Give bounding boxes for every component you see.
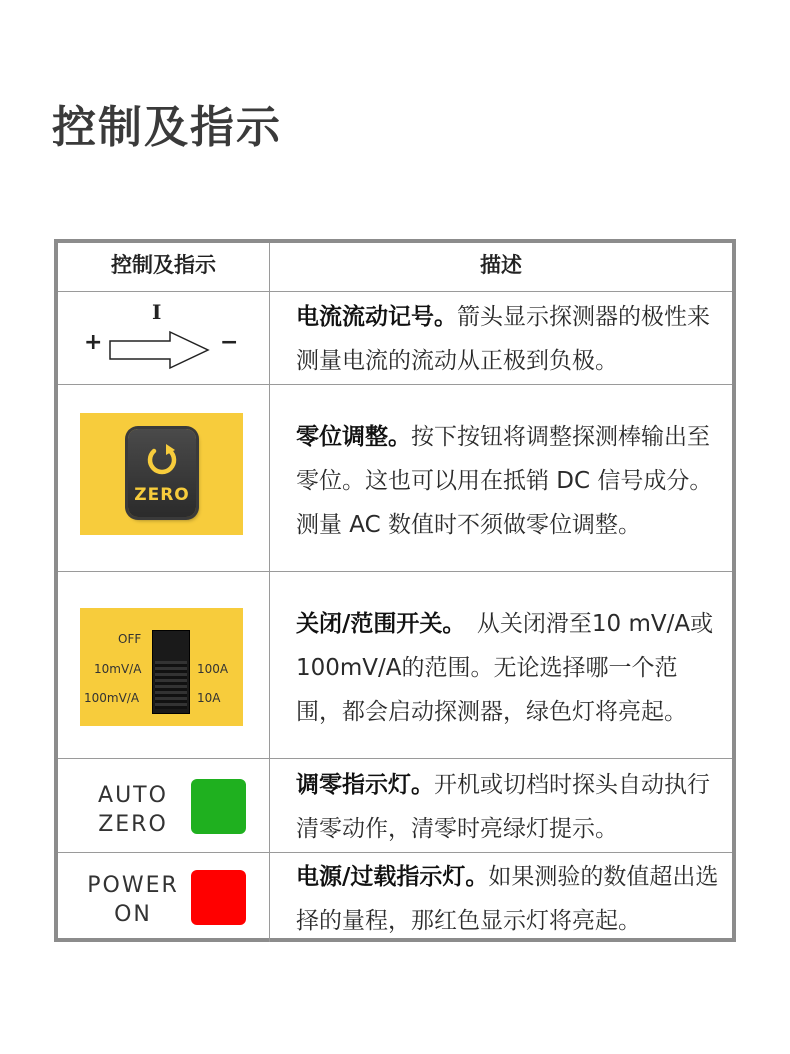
description-title: 零位调整。 bbox=[296, 424, 411, 450]
table-header-row bbox=[58, 243, 732, 292]
range-switch-panel bbox=[80, 608, 243, 726]
description-text: 开机或切档时探头自动执行清零动作，清零时亮绿灯提示。 bbox=[296, 772, 710, 842]
description-zero-adjust bbox=[296, 415, 722, 547]
arrow-minus-label: − bbox=[220, 330, 239, 355]
auto-zero-label bbox=[78, 781, 188, 839]
switch-label-off: OFF bbox=[118, 632, 142, 646]
description-text: 箭头显示探测器的极性来测量电流的流动从正极到负极。 bbox=[296, 304, 710, 374]
description-text: 从关闭滑至10 mV/A或100mV/A的范围。无论选择哪一个范围，都会启动探测器，绿色灯将亮起。 bbox=[296, 611, 714, 725]
arrow-plus-label: + bbox=[84, 330, 103, 355]
switch-label-10a: 10A bbox=[197, 691, 221, 705]
description-auto-zero bbox=[296, 763, 722, 851]
description-title: 电流流动记号。 bbox=[296, 304, 457, 330]
description-title: 电源/过载指示灯。 bbox=[296, 864, 489, 890]
switch-label-100a: 100A bbox=[197, 662, 229, 676]
switch-label-100mv: 100mV/A bbox=[84, 691, 140, 705]
auto-zero-label-line1: AUTO bbox=[98, 783, 168, 808]
table-row bbox=[58, 385, 732, 572]
header-controls: 控制及指示 bbox=[58, 243, 270, 291]
description-power-overload bbox=[296, 855, 722, 943]
switch-knob[interactable] bbox=[155, 661, 187, 709]
description-text: 按下按钮将调整探测棒输出至零位。这也可以用在抵销 DC 信号成分。测量 AC 数值时不须做零位调整。 bbox=[296, 424, 713, 538]
description-title: 关闭/范围开关。 bbox=[296, 611, 454, 637]
arrow-top-label: I bbox=[152, 300, 162, 324]
table-row bbox=[58, 572, 732, 759]
auto-zero-label-line2: ZERO bbox=[98, 812, 168, 837]
description-title: 调零指示灯。 bbox=[296, 772, 434, 798]
description-text: 如果测验的数值超出选择的量程，那红色显示灯将亮起。 bbox=[296, 864, 719, 934]
header-description: 描述 bbox=[480, 253, 522, 277]
table-row bbox=[58, 292, 732, 385]
power-on-label-line2: ON bbox=[114, 902, 152, 927]
table-row bbox=[58, 759, 732, 853]
zero-button[interactable] bbox=[128, 429, 196, 517]
red-indicator-lamp bbox=[191, 870, 246, 925]
green-indicator-lamp bbox=[191, 779, 246, 834]
controls-table bbox=[54, 239, 736, 942]
page-title: 控制及指示 bbox=[52, 102, 282, 153]
power-on-label bbox=[78, 871, 188, 929]
zero-button-panel bbox=[80, 413, 243, 535]
description-current-flow bbox=[296, 295, 722, 383]
power-on-label-line1: POWER bbox=[87, 873, 179, 898]
switch-label-10mv: 10mV/A bbox=[94, 662, 142, 676]
zero-button-label: ZERO bbox=[134, 485, 190, 505]
description-range-switch bbox=[296, 602, 722, 734]
current-direction-symbol bbox=[58, 292, 270, 384]
table-row bbox=[58, 853, 732, 942]
refresh-icon bbox=[142, 441, 182, 481]
range-slide-switch[interactable] bbox=[152, 630, 190, 714]
arrow-right-icon bbox=[108, 330, 212, 370]
